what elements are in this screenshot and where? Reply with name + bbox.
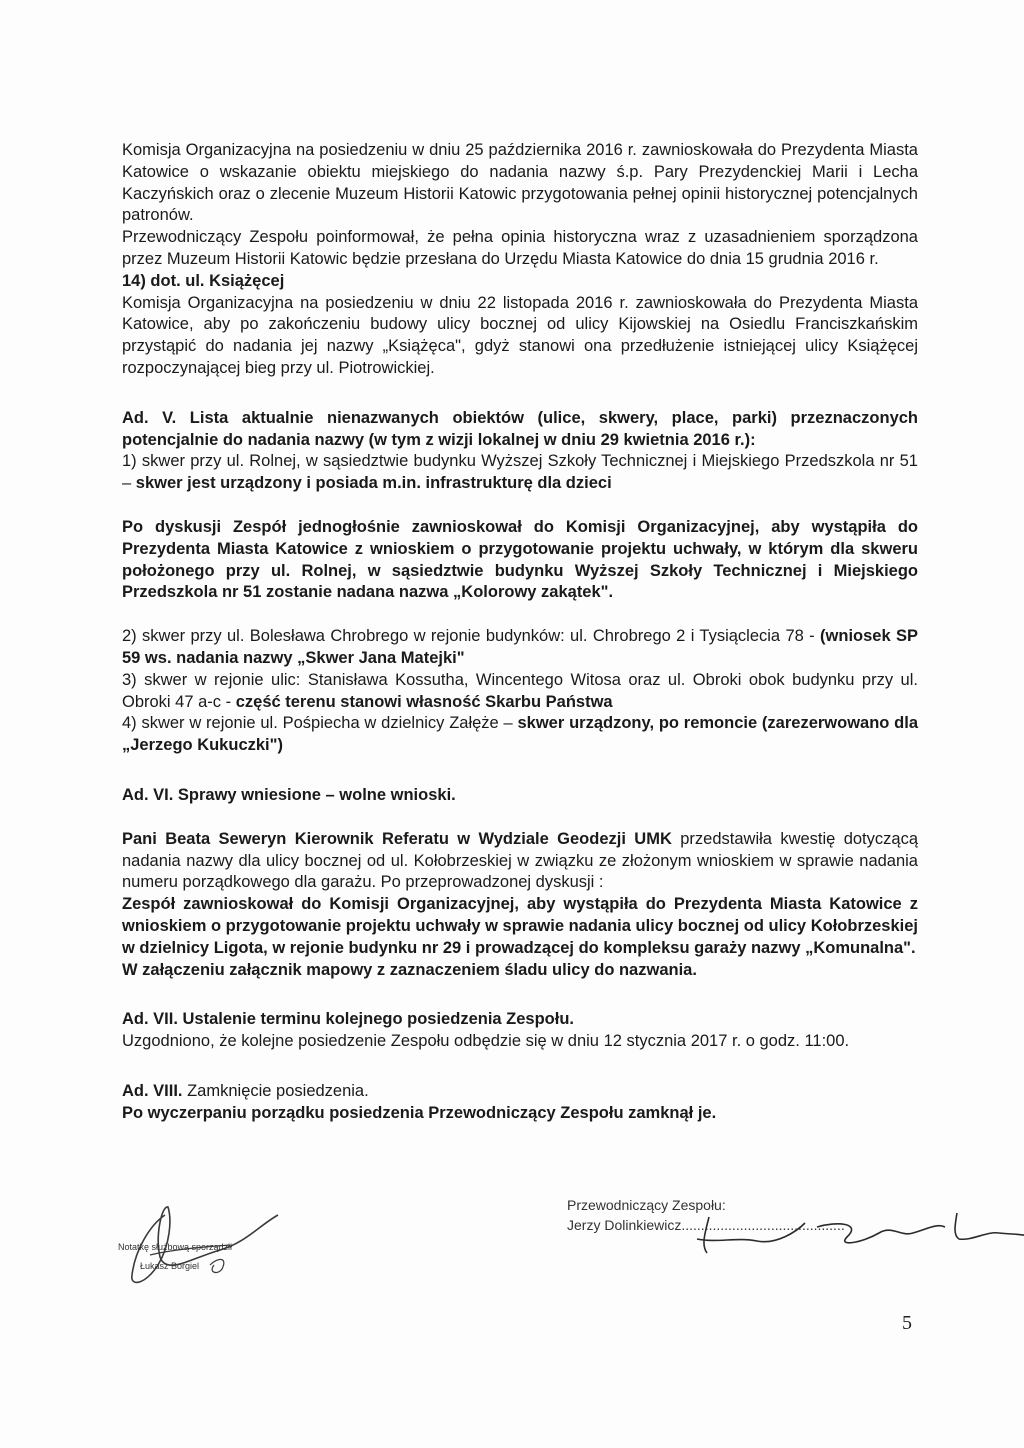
ad-v-item-3 [122, 670, 918, 714]
closing-statement: Po wyczerpaniu porządku posiedzenia Przewodniczący Zespołu zamknął je. [122, 1103, 717, 1122]
ad-viii-line [122, 1081, 918, 1103]
chair-signature-scribble [687, 1203, 1024, 1263]
ad-v-item-2-note: (wniosek SP 59 ws. nadania nazwy „Skwer Jana Matejki" [122, 627, 918, 667]
ad-v-item-4 [122, 713, 918, 757]
ad-v-item-3-text: 3) skwer w rejonie ulic: Stanisława Kossutha, Wincentego Witosa oraz ul. Obroki obok budynku przy ul. Obroki 47 a-c - [122, 670, 918, 711]
ad-v-item-2 [122, 626, 918, 670]
ad-v-heading: Ad. V. Lista aktualnie nienazwanych obiektów (ulice, skwery, place, parki) przeznaczonych potencjalnie do nadania nazwy (w tym z wizji lokalnej w dniu 29 kwietnia 2016 r.): [122, 408, 918, 449]
item-14-text: Komisja Organizacyjna na posiedzeniu w dniu 22 listopada 2016 r. zawnioskowała do Prezydenta Miasta Katowice, aby po zakończeniu budowy ulicy bocznej od ulicy Kijowskiej na Osiedlu Franciszkańskim przystąpić do nadania jej nazwy „Książęca", gdyż stanowi ona przedłużenie istniejącej ulicy Książęcej rozpoczynającej bieg przy ul. Piotrowickiej. [122, 293, 918, 377]
notes-label: Notatkę służbową sporządził [118, 1242, 233, 1252]
chair-signature-dots: .......................................... [681, 1217, 845, 1233]
item-14-heading: 14) dot. ul. Książęcej [122, 271, 285, 290]
ad-v-item-2-text: 2) skwer przy ul. Bolesława Chrobrego w rejonie budynków: ul. Chrobrego 2 i Tysiąclecia 78 - [122, 627, 821, 646]
ad-viii-text: Zamknięcie posiedzenia. [182, 1081, 369, 1100]
ad-v-item-1 [122, 451, 918, 495]
ad-vi-presenter: Pani Beata Seweryn Kierownik Referatu w Wydziale Geodezji UMK [122, 829, 672, 848]
ad-vi-presentation [122, 829, 918, 894]
paragraph-commission-october: Komisja Organizacyjna na posiedzeniu w dniu 25 października 2016 r. zawnioskowała do Prezydenta Miasta Katowice o wskazanie obiektu miejskiego do nadania nazwy ś.p. Pary Prezydenckiej Marii i Lecha Kaczyńskich oraz o zlecenie Muzeum Historii Katowic przygotowania pełnej opinii historycznej potencjalnych patronów. [122, 141, 918, 225]
ad-vii-text: Uzgodniono, że kolejne posiedzenie Zespołu odbędzie się w dniu 12 stycznia 2017 r. o godz. 11:00. [122, 1032, 850, 1051]
attachment-note: W załączeniu załącznik mapowy z zaznaczeniem śladu ulicy do nazwania. [122, 960, 697, 979]
ad-vii-heading: Ad. VII. Ustalenie terminu kolejnego posiedzenia Zespołu. [122, 1010, 575, 1029]
ad-v-item-1-note: skwer jest urządzony i posiada m.in. infrastrukturę dla dzieci [135, 474, 612, 493]
document-body [122, 140, 918, 1124]
paragraph-chairman-info: Przewodniczący Zespołu poinformował, że pełna opinia historyczna wraz z uzasadnieniem sporządzona przez Muzeum Historii Katowic będzie przesłana do Urzędu Miasta Katowice do dnia 15 grudnia 2016 r. [122, 228, 918, 268]
ad-v-item-1-text: 1) skwer przy ul. Rolnej, w sąsiedztwie budynku Wyższej Szkoły Technicznej i Miejskiego Przedszkola nr 51 – [122, 452, 918, 493]
page-number: 5 [902, 1312, 912, 1334]
decision-komunalna: Zespół zawnioskował do Komisji Organizacyjnej, aby wystąpiła do Prezydenta Miasta Katowice z wnioskiem o przygotowanie projektu uchwały w sprawie nadania ulicy bocznej od ulicy Kołobrzeskiej w dzielnicy Ligota, w rejonie budynku nr 29 i prowadzącej do kompleksu garaży nazwy „Komunalna". [122, 895, 918, 957]
notes-author-stamp [110, 1195, 300, 1295]
signature-area [110, 1195, 930, 1305]
chair-title: Przewodniczący Zespołu: [567, 1197, 726, 1213]
chair-signature-block [567, 1195, 845, 1235]
ad-vi-presentation-text: przedstawiła kwestię dotyczącą nadania nazwy dla ulicy bocznej od ul. Kołobrzeskiej w związku ze złożonym wnioskiem w sprawie nadania numeru porządkowego dla garażu. Po przeprowadzonej dyskusji : [122, 829, 918, 892]
ad-vi-heading: Ad. VI. Sprawy wniesione – wolne wnioski. [122, 785, 456, 804]
decision-kolorowy-zakatek: Po dyskusji Zespół jednogłośnie zawnioskował do Komisji Organizacyjnej, aby wystąpiła do Prezydenta Miasta Katowice z wnioskiem o przygotowanie projektu uchwały, w którym dla skweru położonego przy ul. Rolnej, w sąsiedztwie budynku Wyższej Szkoły Technicznej i Miejskiego Przedszkola nr 51 zostanie nadana nazwa „Kolorowy zakątek". [122, 517, 918, 602]
notes-author-name: Łukasz Borgiel [140, 1261, 200, 1271]
ad-v-item-3-note: część terenu stanowi własność Skarbu Państwa [235, 692, 613, 711]
chair-name: Jerzy Dolinkiewicz [567, 1217, 682, 1233]
ad-viii-label: Ad. VIII. [122, 1081, 183, 1100]
ad-v-item-4-note: skwer urządzony, po remoncie (zarezerwowano dla „Jerzego Kukuczki") [122, 714, 919, 755]
ad-v-item-4-text: 4) skwer w rejonie ul. Pośpiecha w dzielnicy Załęże – [122, 714, 518, 733]
